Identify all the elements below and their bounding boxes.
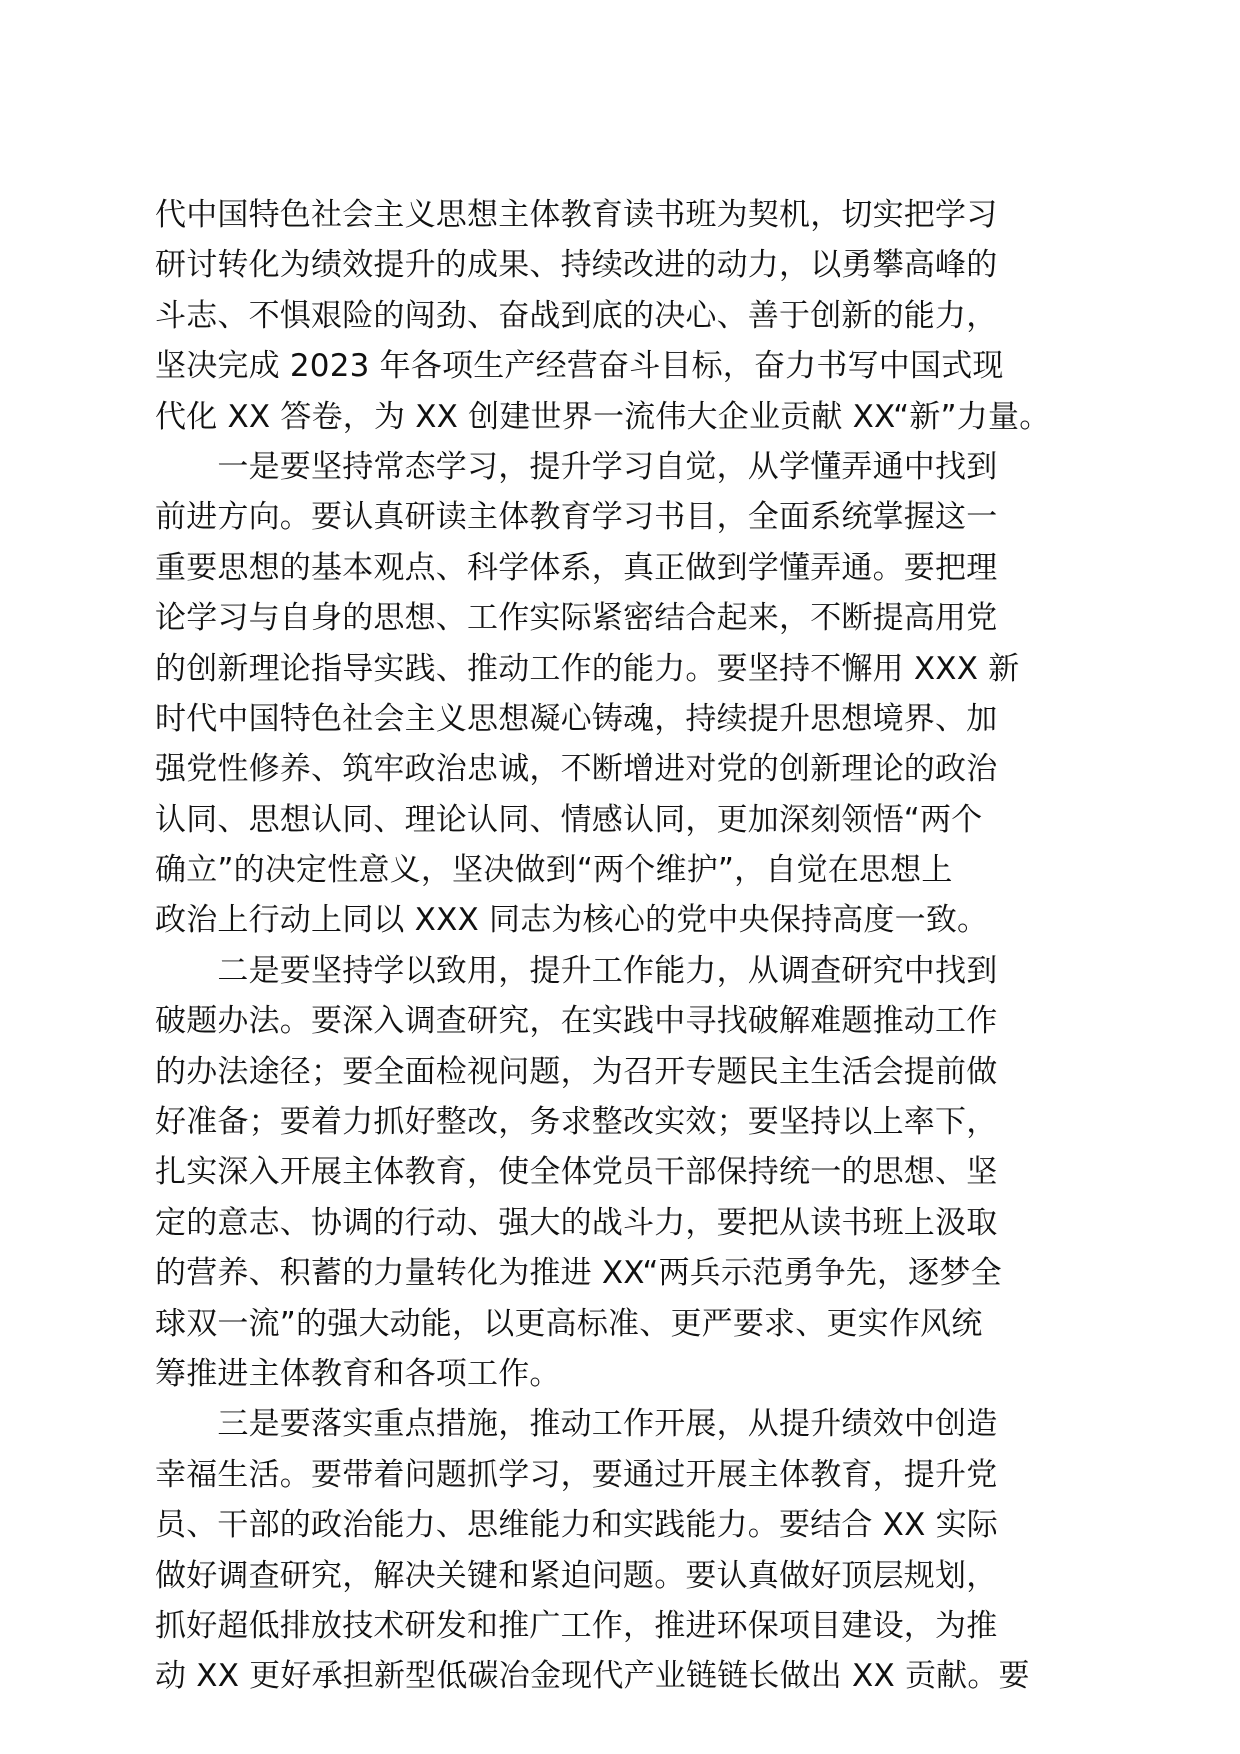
text-line: 的创新理论指导实践、推动工作的能力。要坚持不懈用 XXX 新 — [155, 650, 1020, 687]
text-line: 的营养、积蓄的力量转化为推进 XX“两兵示范勇争先，逐梦全 — [155, 1255, 1002, 1292]
text-line: 研讨转化为绩效提升的成果、持续改进的动力，以勇攀高峰的 — [155, 247, 998, 284]
text-line: 政治上行动上同以 XXX 同志为核心的党中央保持高度一致。 — [155, 902, 989, 939]
text-line: 代中国特色社会主义思想主体教育读书班为契机，切实把学习 — [155, 197, 998, 233]
text-line: 三是要落实重点措施，推动工作开展，从提升绩效中创造 — [155, 1406, 998, 1443]
body-text — [155, 190, 1085, 1702]
text-line: 破题办法。要深入调查研究，在实践中寻找破解难题推动工作 — [155, 1003, 998, 1040]
text-line: 扎实深入开展主体教育，使全体党员干部保持统一的思想、坚 — [155, 1154, 998, 1191]
text-line: 的办法途径；要全面检视问题，为召开专题民主生活会提前做 — [155, 1053, 998, 1090]
text-line: 定的意志、协调的行动、强大的战斗力，要把从读书班上汲取 — [155, 1204, 998, 1241]
text-line: 筹推进主体教育和各项工作。 — [155, 1355, 561, 1392]
text-line: 论学习与自身的思想、工作实际紧密结合起来，不断提高用党 — [155, 600, 998, 637]
text-line: 坚决完成 2023 年各项生产经营奋斗目标，奋力书写中国式现 — [155, 348, 1004, 385]
text-line: 确立”的决定性意义，坚决做到“两个维护”，自觉在思想上 — [155, 852, 953, 889]
text-line: 二是要坚持学以致用，提升工作能力，从调查研究中找到 — [155, 952, 998, 989]
text-line: 代化 XX 答卷，为 XX 创建世界一流伟大企业贡献 XX“新”力量。 — [155, 398, 1051, 435]
text-line: 前进方向。要认真研读主体教育学习书目，全面系统掌握这一 — [155, 499, 998, 536]
text-line: 动 XX 更好承担新型低碳冶金现代产业链链长做出 XX 贡献。要 — [155, 1658, 1030, 1695]
text-line: 幸福生活。要带着问题抓学习，要通过开展主体教育，提升党 — [155, 1456, 998, 1493]
text-line: 球双一流”的强大动能，以更高标准、更严要求、更实作风统 — [155, 1305, 983, 1342]
text-line: 好准备；要着力抓好整改，务求整改实效；要坚持以上率下， — [155, 1104, 998, 1141]
text-line: 斗志、不惧艰险的闯劲、奋战到底的决心、善于创新的能力， — [155, 297, 998, 334]
text-line: 一是要坚持常态学习，提升学习自觉，从学懂弄通中找到 — [155, 448, 998, 485]
text-line: 员、干部的政治能力、思维能力和实践能力。要结合 XX 实际 — [155, 1507, 998, 1544]
text-line: 强党性修养、筑牢政治忠诚，不断增进对党的创新理论的政治 — [155, 751, 998, 788]
text-line: 重要思想的基本观点、科学体系，真正做到学懂弄通。要把理 — [155, 549, 998, 586]
text-line: 做好调查研究，解决关键和紧迫问题。要认真做好顶层规划， — [155, 1557, 998, 1594]
text-line: 时代中国特色社会主义思想凝心铸魂，持续提升思想境界、加 — [155, 700, 998, 737]
text-line: 认同、思想认同、理论认同、情感认同，更加深刻领悟“两个 — [155, 801, 983, 838]
text-line: 抓好超低排放技术研发和推广工作，推进环保项目建设，为推 — [155, 1607, 998, 1644]
